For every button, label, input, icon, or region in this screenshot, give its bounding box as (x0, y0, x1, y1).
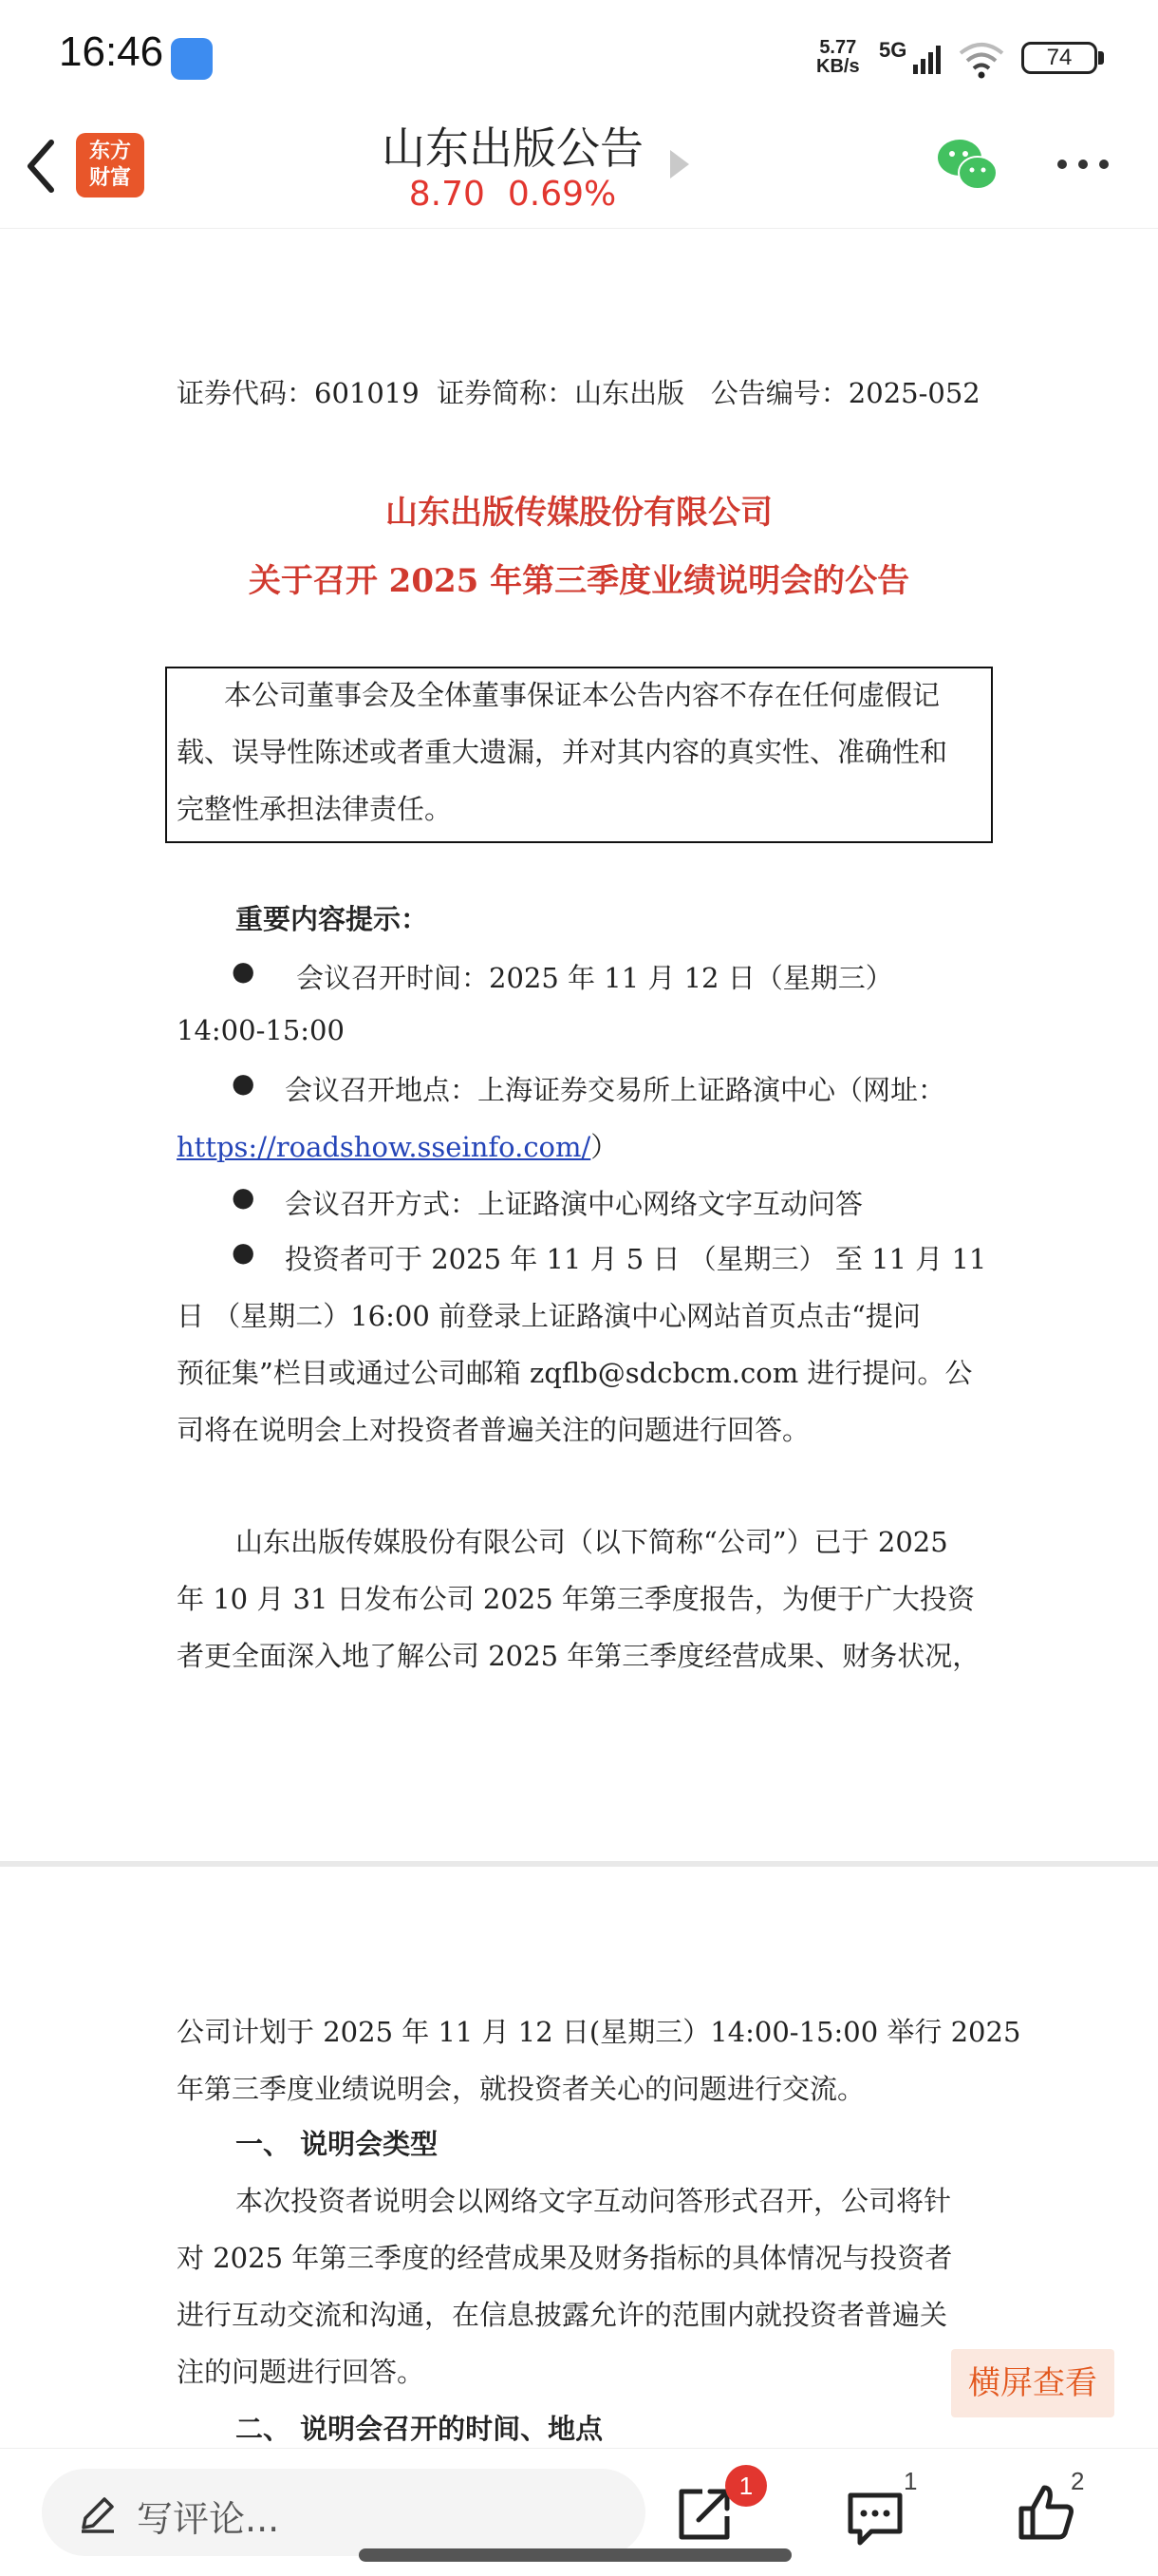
stock-quote[interactable] (285, 175, 740, 214)
battery-indicator: 74 (1021, 42, 1097, 74)
signal-icon (911, 44, 945, 76)
app-notification-icon (171, 38, 213, 80)
bullet-icon: ● (232, 955, 255, 987)
bullet-icon: ● (232, 1236, 255, 1268)
bullet-icon: ● (232, 1067, 255, 1099)
disclaimer-line: 完整性承担法律责任。 (177, 793, 453, 825)
paragraph-line: 年第三季度业绩说明会，就投资者关心的问题进行交流。 (177, 2073, 866, 2105)
stock-price: 8.70 (408, 175, 485, 214)
comment-input[interactable] (42, 2469, 645, 2556)
highlights-title: 重要内容提示： (235, 903, 429, 935)
bullet-method: 会议召开方式：上证路演中心网络文字互动问答 (285, 1188, 864, 1220)
disclaimer-line: 载、误导性陈述或者重大遗漏，并对其内容的真实性、准确性和 (177, 736, 948, 768)
company-name: 山东出版传媒股份有限公司 (385, 494, 773, 532)
paragraph-line: 公司计划于 2025 年 11 月 12 日(星期三）14:00-15:00 举行 2025 (177, 2016, 1021, 2048)
bullet-time-line1: 会议召开时间：2025 年 11 月 12 日（星期三） (296, 962, 893, 994)
network-speed-unit: KB/s (816, 56, 860, 77)
back-icon[interactable] (19, 133, 66, 199)
network-speed (816, 38, 860, 76)
logo-line-1: 东方 (88, 140, 131, 163)
network-type: 5G (879, 38, 907, 62)
bullet-icon: ● (232, 1181, 255, 1213)
wechat-icon[interactable] (936, 137, 999, 192)
roadshow-link[interactable]: https://roadshow.sseinfo.com/ (177, 1131, 591, 1163)
play-triangle-icon[interactable] (670, 150, 689, 179)
paragraph-line: 对 2025 年第三季度的经营成果及财务指标的具体情况与投资者 (177, 2242, 953, 2274)
page-divider (0, 1861, 1158, 1867)
comments-icon[interactable] (845, 2490, 906, 2547)
paragraph-line: 注的问题进行回答。 (177, 2356, 425, 2388)
announcement-title: 关于召开 2025 年第三季度业绩说明会的公告 (248, 562, 910, 600)
bullet-questions-line: 投资者可于 2025 年 11 月 5 日 （星期三） 至 11 月 11 (285, 1243, 987, 1275)
bullet-time-line2: 14:00-15:00 (177, 1014, 345, 1046)
like-count: 2 (1071, 2467, 1085, 2495)
paragraph-line: 本次投资者说明会以网络文字互动问答形式召开，公司将针 (235, 2185, 952, 2217)
stock-change: 0.69% (507, 175, 617, 214)
bullet-questions-line: 预征集”栏目或通过公司邮箱 zqflb@sdcbcm.com 进行提问。公 (177, 1357, 973, 1389)
pencil-icon (76, 2491, 120, 2535)
paragraph-line: 年 10 月 31 日发布公司 2025 年第三季度报告，为便于广大投资 (177, 1583, 975, 1615)
network-speed-value: 5.77 (819, 37, 857, 58)
app-logo[interactable] (76, 133, 144, 197)
disclaimer-line: 本公司董事会及全体董事保证本公告内容不存在任何虚假记 (224, 679, 941, 711)
bullet-location-line1: 会议召开地点：上海证券交易所上证路演中心（网址： (285, 1074, 946, 1106)
status-time: 16:46 (59, 28, 164, 75)
paragraph-line: 进行互动交流和沟通，在信息披露允许的范围内就投资者普遍关 (177, 2299, 948, 2331)
section-heading-2: 二、 说明会召开的时间、地点 (235, 2413, 604, 2445)
security-code-line: 证券代码：601019 证券简称：山东出版 公告编号：2025-052 (177, 377, 981, 409)
page-title[interactable]: 山东出版公告 (382, 122, 644, 174)
comment-count: 1 (904, 2467, 918, 2495)
bullet-questions-line: 司将在说明会上对投资者普遍关注的问题进行回答。 (177, 1414, 811, 1446)
logo-line-2: 财富 (88, 166, 131, 190)
bullet-location-line2 (177, 1126, 618, 1165)
thumbs-up-icon[interactable] (1016, 2482, 1076, 2543)
landscape-view-button[interactable]: 横屏查看 (951, 2349, 1114, 2417)
share-badge: 1 (725, 2465, 767, 2507)
paragraph-line: 者更全面深入地了解公司 2025 年第三季度经营成果、财务状况， (177, 1640, 981, 1672)
battery-tip (1098, 51, 1104, 65)
status-bar (0, 0, 1158, 104)
bullet-questions-line: 日 （星期二）16:00 前登录上证路演中心网站首页点击“提问 (177, 1300, 921, 1332)
paragraph-line: 山东出版传媒股份有限公司（以下简称“公司”）已于 2025 (235, 1526, 948, 1558)
more-icon[interactable] (1055, 158, 1111, 171)
wifi-icon (957, 40, 1006, 80)
section-heading-1: 一、 说明会类型 (235, 2128, 439, 2160)
comment-placeholder: 写评论... (137, 2498, 280, 2540)
home-indicator[interactable] (359, 2548, 792, 2562)
closing-paren: ） (590, 1131, 619, 1163)
